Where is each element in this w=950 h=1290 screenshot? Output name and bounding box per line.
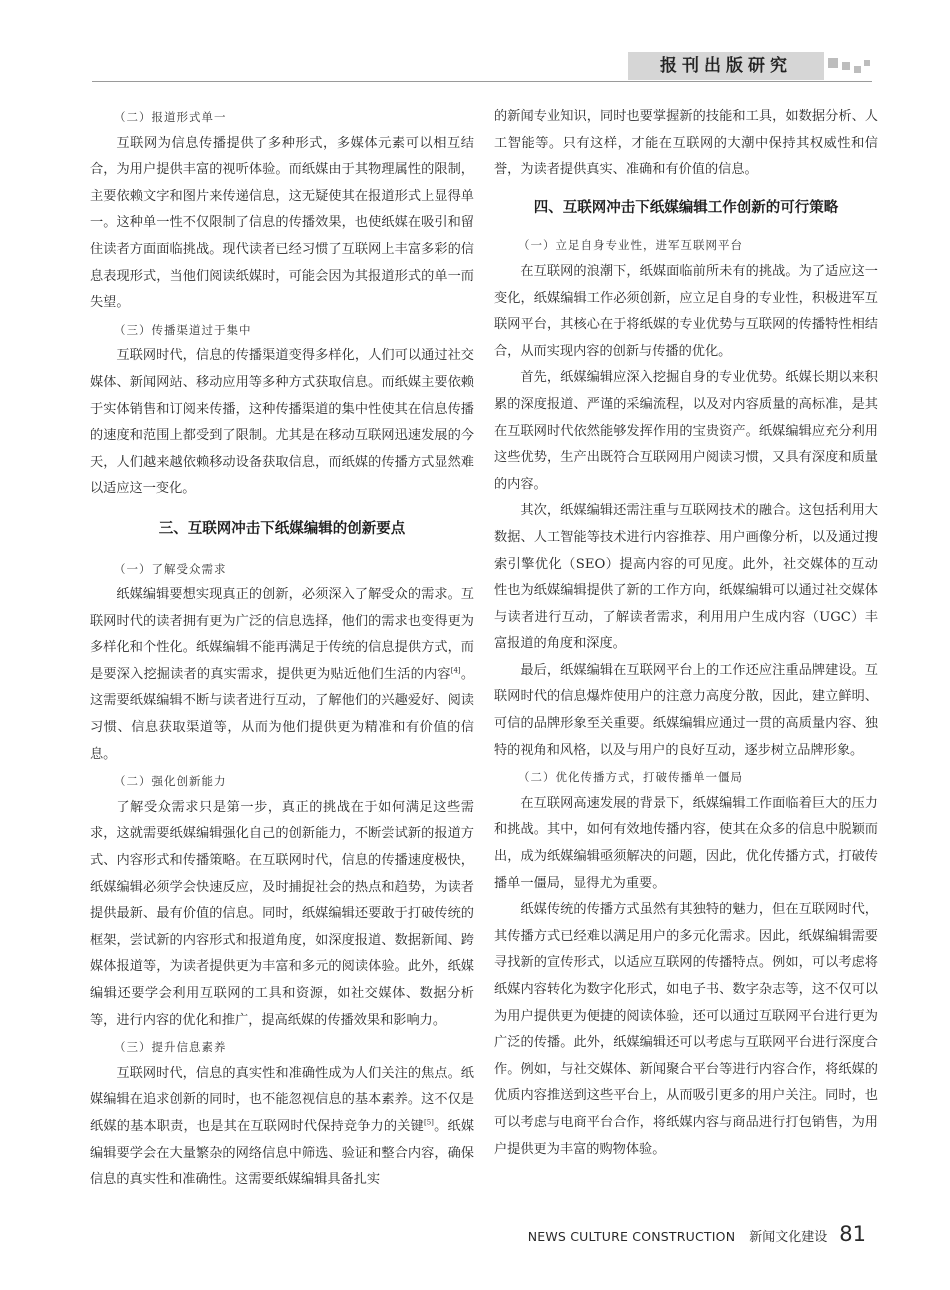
subsection-heading: （三）提升信息素养	[114, 1040, 227, 1055]
page-number: 81	[839, 1222, 866, 1246]
left-column	[90, 104, 474, 1194]
section-heading: 三、互联网冲击下纸媒编辑的创新要点	[158, 520, 406, 537]
paragraph: 在互联网高速发展的背景下，纸媒编辑工作面临着巨大的压力和挑战。其中，如何有效地传播内容，使其在众多的信息中脱颖而出，成为纸媒编辑亟须解决的问题，因此，优化传播方式，打破传播单一僵局，显得尤为重要。	[494, 795, 878, 891]
subsection-heading: （二）强化创新能力	[114, 774, 227, 789]
header-decoration	[842, 62, 850, 70]
subsection-heading: （二）优化传播方式，打破传播单一僵局	[518, 770, 743, 785]
section-header-tab: 报刊出版研究	[628, 52, 824, 80]
section-heading: 四、互联网冲击下纸媒编辑工作创新的可行策略	[533, 199, 839, 216]
paragraph: 最后，纸媒编辑在互联网平台上的工作还应注重品牌建设。互联网时代的信息爆炸使用户的注意力高度分散，因此，建立鲜明、可信的品牌形象至关重要。纸媒编辑应通过一贯的高质量内容、独特的视角和风格，以及与用户的良好互动，逐步树立品牌形象。	[494, 662, 878, 758]
header-decoration	[864, 60, 870, 66]
paragraph: 互联网为信息传播提供了多种形式，多媒体元素可以相互结合，为用户提供丰富的视听体验。而纸媒由于其物理属性的限制，主要依赖文字和图片来传递信息，这无疑使其在报道形式上显得单一。这种单一性不仅限制了信息的传播效果，也使纸媒在吸引和留住读者方面面临挑战。现代读者已经习惯了互联网上丰富多彩的信息表现形式，当他们阅读纸媒时，可能会因为其报道形式的单一而失望。	[90, 135, 474, 311]
paragraph: 的新闻专业知识，同时也要掌握新的技能和工具，如数据分析、人工智能等。只有这样，才能在互联网的大潮中保持其权威性和信誉，为读者提供真实、准确和有价值的信息。	[494, 109, 878, 178]
paragraph-text: 纸媒编辑要想实现真正的创新，必须深入了解受众的需求。互联网时代的读者拥有更为广泛的信息选择，他们的需求也变得更为多样化和个性化。纸媒编辑不能再满足于传统的信息提供方式，而是要深入挖掘读者的真实需求，提供更为贴近他们生活的内容	[90, 587, 474, 682]
journal-name-en: NEWS CULTURE CONSTRUCTION	[527, 1229, 736, 1244]
subsection-heading: （一）了解受众需求	[114, 561, 227, 576]
subsection-heading: （二）报道形式单一	[114, 110, 227, 124]
right-column	[494, 104, 878, 1163]
paragraph: 纸媒传统的传播方式虽然有其独特的魅力，但在互联网时代，其传播方式已经难以满足用户的多元化需求。因此，纸媒编辑需要寻找新的宣传形式，以适应互联网的传播特点。例如，可以考虑将纸媒内容转化为数字化形式，如电子书、数字杂志等，这不仅可以为用户提供更为便捷的阅读体验，还可以通过互联网平台进行更为广泛的传播。此外，纸媒编辑还可以考虑与互联网平台进行深度合作。例如，与社交媒体、新闻聚合平台等进行内容合作，将纸媒的优质内容推送到这些平台上，从而吸引更多的用户关注。同时，也可以考虑与电商平台合作，将纸媒内容与商品进行打包销售，为用户提供更为丰富的购物体验。	[494, 902, 878, 1157]
paragraph-text: 。纸媒编辑要学会在大量繁杂的网络信息中筛选、验证和整合内容，确保信息的真实性和准确性。这需要纸媒编辑具备扎实	[90, 1118, 475, 1188]
paragraph: 在互联网的浪潮下，纸媒面临前所未有的挑战。为了适应这一变化，纸媒编辑工作必须创新，应立足自身的专业性，积极进军互联网平台，其核心在于将纸媒的专业优势与互联网的传播特性相结合，从而实现内容的创新与传播的优化。	[494, 263, 878, 359]
paragraph	[90, 1061, 474, 1194]
subsection-heading: （三）传播渠道过于集中	[114, 322, 252, 337]
paragraph: 互联网时代，信息的传播渠道变得多样化，人们可以通过社交媒体、新闻网站、移动应用等多种方式获取信息。而纸媒主要依赖于实体销售和订阅来传播，这种传播渠道的集中性使其在信息传播的速度和范围上都受到了限制。尤其是在移动互联网迅速发展的今天，人们越来越依赖移动设备获取信息，而纸媒的传播方式显然难以适应这一变化。	[90, 348, 474, 497]
header-decoration	[854, 66, 861, 73]
page-footer	[528, 1222, 866, 1246]
paragraph-text: 。这需要纸媒编辑不断与读者进行互动，了解他们的兴趣爱好、阅读习惯、信息获取渠道等，从而为他们提供更为精准和有价值的信息。	[90, 666, 475, 762]
paragraph: 首先，纸媒编辑应深入挖掘自身的专业优势。纸媒长期以来积累的深度报道、严谨的采编流程，以及对内容质量的高标准，是其在互联网时代依然能够发挥作用的宝贵资产。纸媒编辑应充分利用这些优势，生产出既符合互联网用户阅读习惯，又具有深度和质量的内容。	[494, 370, 878, 492]
citation-ref: [5]	[424, 1118, 434, 1127]
journal-name-cn: 新闻文化建设	[749, 1230, 828, 1245]
header-decoration	[828, 58, 838, 68]
paragraph	[90, 582, 474, 768]
paragraph: 了解受众需求只是第一步，真正的挑战在于如何满足这些需求，这就需要纸媒编辑强化自己的创新能力，不断尝试新的报道方式、内容形式和传播策略。在互联网时代，信息的传播速度极快，纸媒编辑必须学会快速反应，及时捕捉社会的热点和趋势，为读者提供最新、最有价值的信息。同时，纸媒编辑还要敢于打破传统的框架，尝试新的内容形式和报道角度，如深度报道、数据新闻、跨媒体报道等，为读者提供更为丰富和多元的阅读体验。此外，纸媒编辑还要学会利用互联网的工具和资源，如社交媒体、数据分析等，进行内容的优化和推广，提高纸媒的传播效果和影响力。	[90, 799, 474, 1028]
paragraph-text: 互联网时代，信息的真实性和准确性成为人们关注的焦点。纸媒编辑在追求创新的同时，也不能忽视信息的基本素养。这不仅是纸媒的基本职责，也是其在互联网时代保持竞争力的关键	[90, 1065, 474, 1134]
paragraph: 其次，纸媒编辑还需注重与互联网技术的融合。这包括利用大数据、人工智能等技术进行内容推荐、用户画像分析，以及通过搜索引擎优化（SEO）提高内容的可见度。此外，社交媒体的互动性也为纸媒编辑提供了新的工作方向，纸媒编辑可以通过社交媒体与读者进行互动，了解读者需求，利用用户生成内容（UGC）丰富报道的角度和深度。	[494, 503, 878, 652]
citation-ref: [4]	[450, 666, 461, 675]
header-rule	[92, 81, 872, 82]
subsection-heading: （一）立足自身专业性，进军互联网平台	[518, 238, 743, 253]
